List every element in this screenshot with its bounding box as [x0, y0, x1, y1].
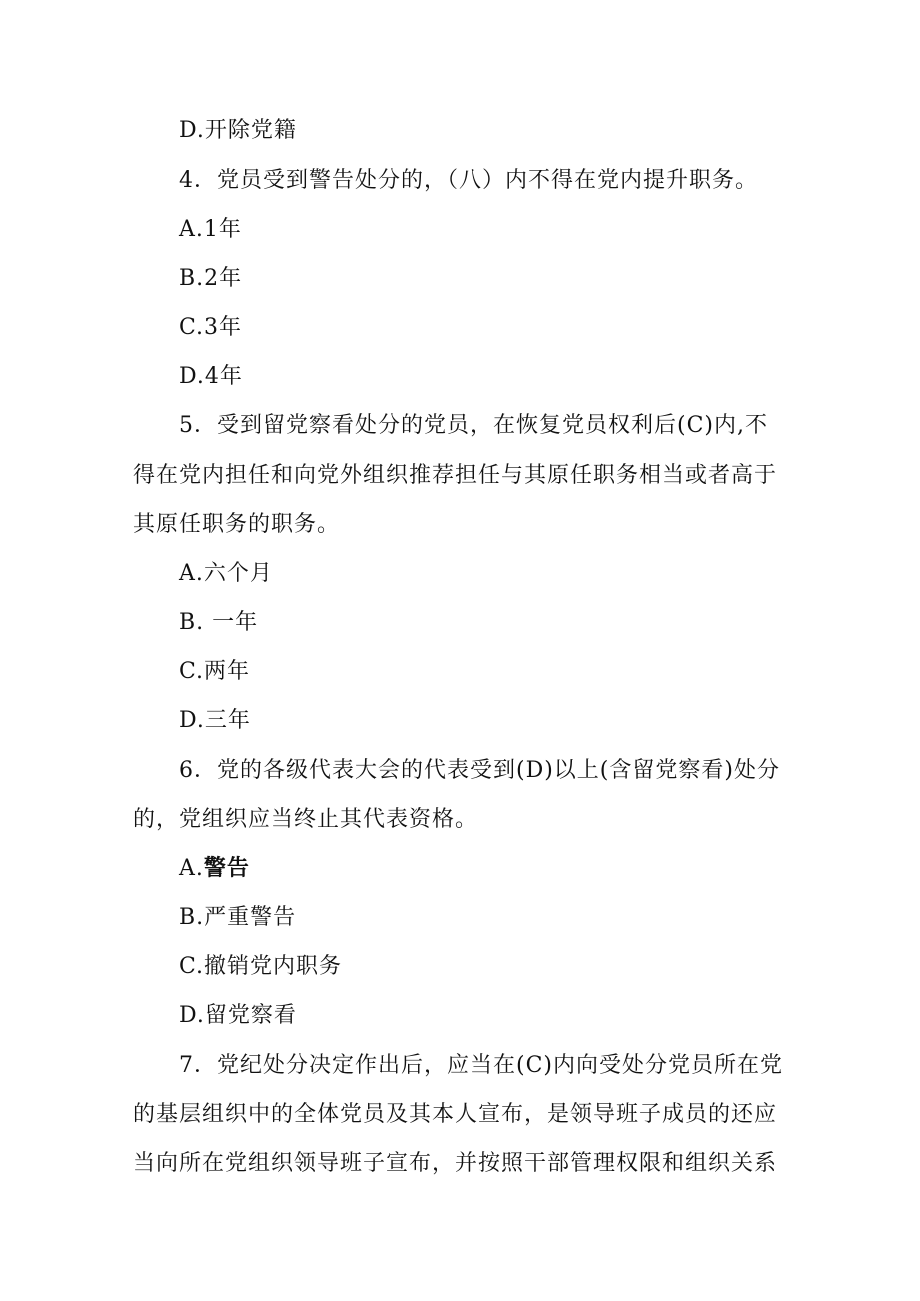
- q5-question-line-2: 得在党内担任和向党外组织推荐担任与其原任职务相当或者高于: [133, 463, 778, 488]
- q6-option-d: D.留党察看: [179, 1003, 297, 1028]
- q3-option-d: D.开除党籍: [179, 118, 297, 143]
- q4-option-c: C.3年: [179, 315, 243, 340]
- q4-question: 4．党员受到警告处分的，（八）内不得在党内提升职务。: [179, 168, 758, 193]
- q5-option-c: C.两年: [179, 659, 251, 684]
- q7-question-line-2: 的基层组织中的全体党员及其本人宣布，是领导班子成员的还应: [133, 1102, 778, 1127]
- q5-option-a: A.六个月: [179, 561, 273, 586]
- q6-question-line-2: 的，党组织应当终止其代表资格。: [133, 807, 479, 832]
- q4-option-d: D.4年: [179, 364, 243, 389]
- q5-question-line-3: 其原任职务的职务。: [133, 512, 341, 537]
- q7-question-line-1: 7．党纪处分决定作出后，应当在(C)内向受处分党员所在党: [179, 1053, 783, 1078]
- q6-option-c: C.撤销党内职务: [179, 954, 343, 979]
- q5-option-b: B. 一年: [179, 610, 259, 635]
- q4-option-b: B.2年: [179, 266, 243, 291]
- q6-option-a-prefix: A.: [179, 856, 204, 881]
- q6-option-a-text: 警告: [203, 856, 250, 881]
- q5-option-d: D.三年: [179, 708, 251, 733]
- q6-question-line-1: 6．党的各级代表大会的代表受到(D)以上(含留党察看)处分: [179, 758, 780, 783]
- q7-question-line-3: 当向所在党组织领导班子宣布，并按照干部管理权限和组织关系: [133, 1151, 778, 1176]
- q6-option-b: B.严重警告: [179, 905, 297, 930]
- q5-question-line-1: 5．受到留党察看处分的党员，在恢复党员权利后(C)内,不: [179, 413, 768, 438]
- q4-option-a: A.1年: [179, 217, 242, 242]
- q6-option-a: [179, 854, 250, 884]
